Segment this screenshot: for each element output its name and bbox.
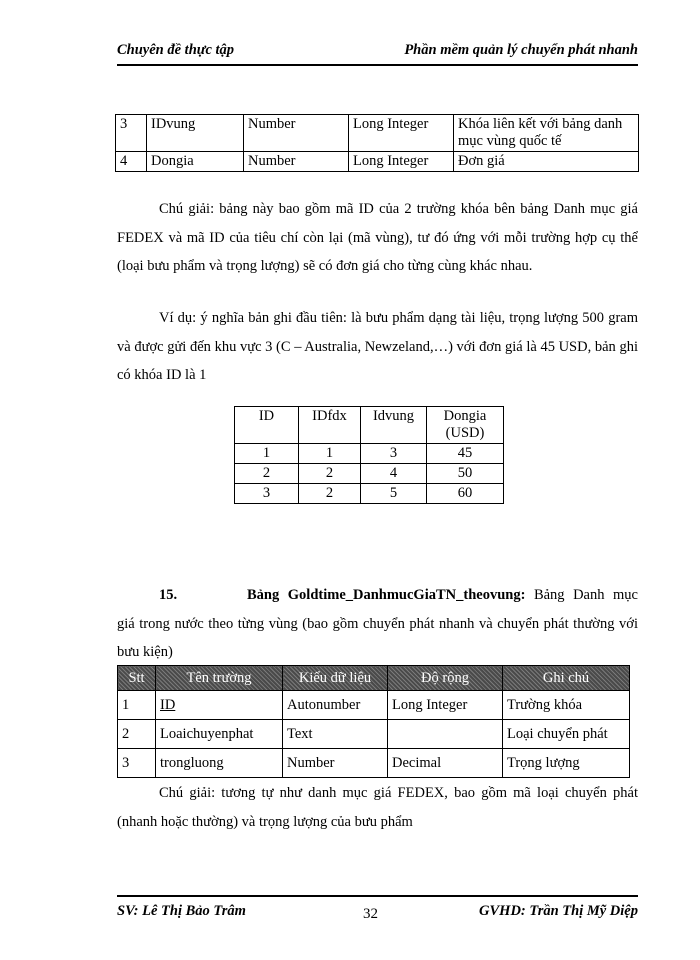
header-right: Phần mềm quản lý chuyển phát nhanh <box>404 42 638 58</box>
table-row <box>235 464 504 484</box>
table-cell: IDvung <box>147 115 244 152</box>
table-cell: 45 <box>427 444 504 464</box>
column-header: Dongia (USD) <box>427 407 504 444</box>
table-row <box>235 484 504 504</box>
column-header: ID <box>235 407 299 444</box>
footer-advisor: GVHD: Trần Thị Mỹ Diệp <box>479 903 638 919</box>
table-cell: Trường khóa <box>503 691 630 720</box>
column-header: Ghi chú <box>503 666 630 691</box>
table-cell: Long Integer <box>349 152 454 172</box>
table-cell: 60 <box>427 484 504 504</box>
table-cell: 3 <box>118 749 156 778</box>
page-footer <box>117 895 638 927</box>
header-left: Chuyên đề thực tập <box>117 42 235 58</box>
table-cell: Long Integer <box>388 691 503 720</box>
table-row <box>116 152 639 172</box>
table-header-row <box>235 407 504 444</box>
table-cell: 5 <box>361 484 427 504</box>
table-header-row <box>118 666 630 691</box>
example-table <box>234 406 504 504</box>
column-header: Độ rộng <box>388 666 503 691</box>
table-cell: 1 <box>299 444 361 464</box>
column-header: Tên trường <box>156 666 283 691</box>
column-header: Idvung <box>361 407 427 444</box>
footer-student: SV: Lê Thị Bảo Trâm <box>117 903 246 919</box>
table-cell: 2 <box>118 720 156 749</box>
table-cell: 1 <box>118 691 156 720</box>
table-cell: Loại chuyển phát <box>503 720 630 749</box>
note-paragraph-2: Chú giải: tương tự như danh mục giá FEDEX, bao gồm mã loại chuyển phát (nhanh hoặc thường) và trọng lượng của bưu phẩm <box>117 785 638 830</box>
table-row <box>118 691 630 720</box>
table-cell: 3 <box>116 115 147 152</box>
table-cell: 1 <box>235 444 299 464</box>
table-cell: Dongia <box>147 152 244 172</box>
table-cell: 3 <box>235 484 299 504</box>
section-paragraph <box>117 581 638 667</box>
table-row <box>118 720 630 749</box>
table-cell <box>388 720 503 749</box>
table-cell: 2 <box>235 464 299 484</box>
section-title: Bảng Goldtime_DanhmucGiaTN_theovung: <box>247 587 526 603</box>
page-header <box>117 42 638 66</box>
table-row <box>235 444 504 464</box>
table-cell: Loaichuyenphat <box>156 720 283 749</box>
table-cell: 4 <box>116 152 147 172</box>
table-cell: 4 <box>361 464 427 484</box>
table-cell: 2 <box>299 484 361 504</box>
table-cell: Khóa liên kết với bảng danh mục vùng quốc tế <box>454 115 639 152</box>
table-row <box>116 115 639 152</box>
table-cell: Number <box>244 152 349 172</box>
column-header: Stt <box>118 666 156 691</box>
table-cell: Number <box>244 115 349 152</box>
fields-table-continued <box>115 114 639 172</box>
page-number: 32 <box>363 906 378 922</box>
example-paragraph: Ví dụ: ý nghĩa bản ghi đầu tiên: là bưu phẩm dạng tài liệu, trọng lượng 500 gram và được gửi đến khu vực 3 (C – Australia, Newzeland,…) với đơn giá là 45 USD, bản ghi có khóa ID là 1 <box>117 310 638 384</box>
table-cell: trongluong <box>156 749 283 778</box>
table-cell: 2 <box>299 464 361 484</box>
table-cell: Text <box>283 720 388 749</box>
column-header: IDfdx <box>299 407 361 444</box>
section-description: Bảng Danh mục giá trong nước theo từng vùng (bao gồm chuyển phát nhanh và chuyển phát thường với bưu kiện) <box>117 587 638 661</box>
table-cell: 50 <box>427 464 504 484</box>
table-cell: Đơn giá <box>454 152 639 172</box>
table-cell: ID <box>156 691 283 720</box>
table-cell: Number <box>283 749 388 778</box>
table-cell: Trọng lượng <box>503 749 630 778</box>
table-cell: Long Integer <box>349 115 454 152</box>
table-row <box>118 749 630 778</box>
column-header: Kiểu dữ liệu <box>283 666 388 691</box>
table-cell: Decimal <box>388 749 503 778</box>
note-paragraph: Chú giải: bảng này bao gồm mã ID của 2 trường khóa bên bảng Danh mục giá FEDEX và mã ID của tiêu chí còn lại (mã vùng), tư đó ứng với mỗi trường hợp cụ thể (loại bưu phẩm và trọng lượng) sẽ có đơn giá cho từng cùng khác nhau. <box>117 201 638 275</box>
fields-table <box>117 665 630 778</box>
section-number: 15. <box>159 587 178 603</box>
table-cell: Autonumber <box>283 691 388 720</box>
table-cell: 3 <box>361 444 427 464</box>
